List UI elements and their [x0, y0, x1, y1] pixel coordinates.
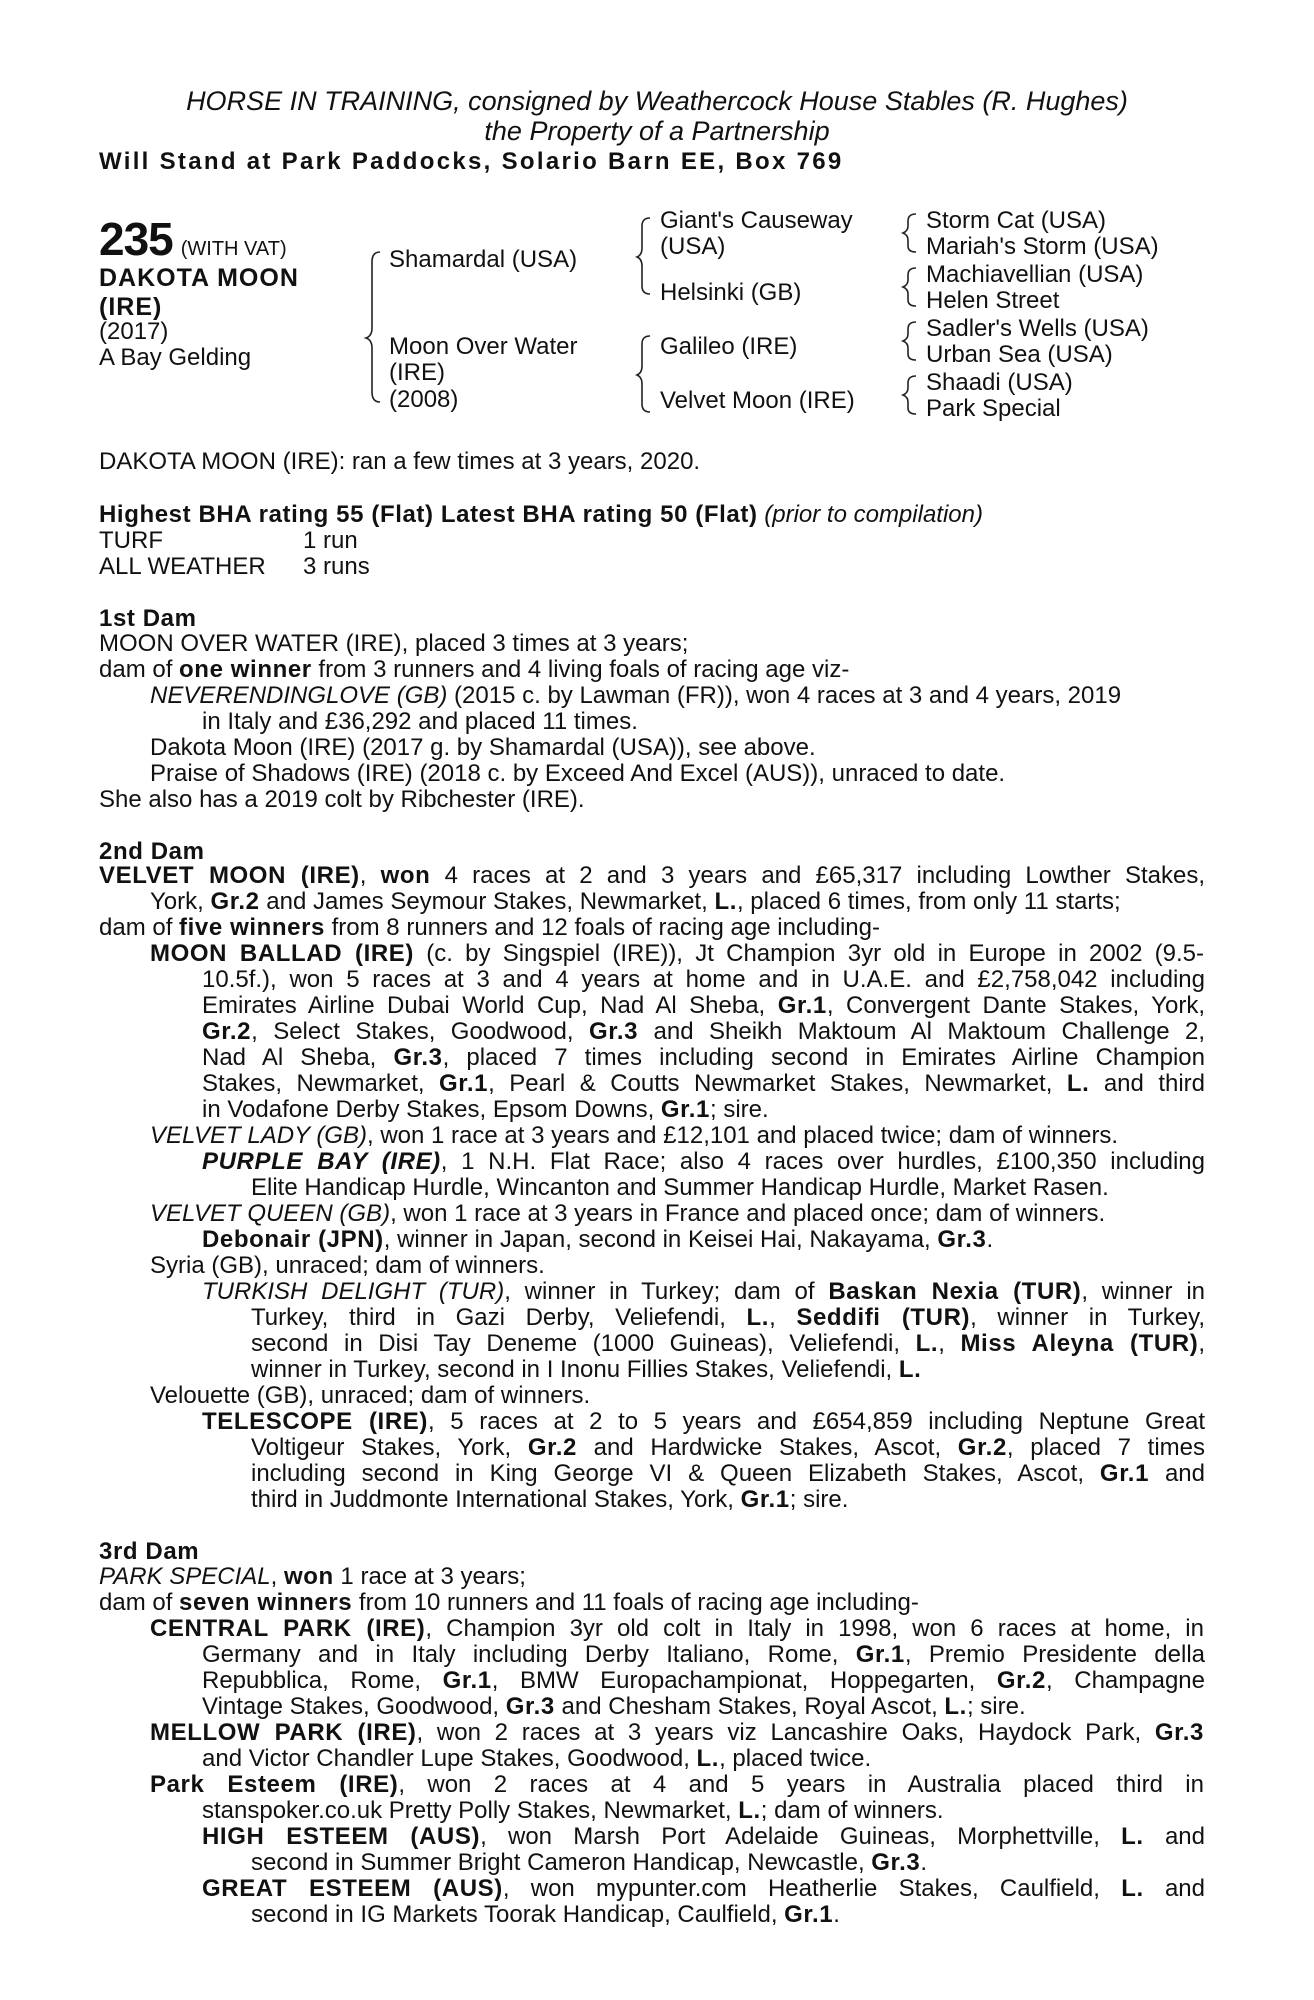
text-run: , — [270, 1563, 284, 1590]
ggp-7: Shaadi (USA) — [926, 369, 1073, 396]
text-run: , won Marsh Port Adelaide Guineas, Morphettville, — [480, 1823, 1122, 1850]
text-run: won — [283, 1563, 334, 1590]
text-run: Gr.2 — [202, 1018, 252, 1045]
second-dam-line — [251, 1487, 848, 1513]
aw-value: 3 runs — [303, 553, 370, 580]
second-dam-line — [202, 1279, 1205, 1305]
text-run: GREAT ESTEEM (AUS) — [202, 1875, 503, 1902]
text-run: TELESCOPE (IRE) — [202, 1408, 428, 1435]
text-run: HIGH ESTEEM (AUS) — [202, 1823, 481, 1850]
text-run: five winners — [179, 914, 325, 941]
ggp-6: Urban Sea (USA) — [926, 341, 1113, 368]
text-run: Gr.2 — [210, 888, 260, 915]
text-run: and Chesham Stakes, Royal Ascot, — [554, 1693, 945, 1720]
text-run: L. — [898, 1356, 922, 1383]
text-run: VELVET MOON (IRE) — [99, 862, 360, 889]
text-run: and — [1143, 1875, 1205, 1902]
text-run: Germany and in Italy including Derby Italiano, Rome, — [202, 1641, 856, 1668]
text-run: , Select Stakes, Goodwood, — [251, 1018, 589, 1045]
text-run: L. — [915, 1330, 939, 1357]
text-run: CENTRAL PARK (IRE) — [150, 1615, 426, 1642]
text-run: Gr.3 — [1154, 1719, 1204, 1746]
third-dam-line — [150, 1720, 1204, 1746]
text-run: second in Summer Bright Cameron Handicap, Newcastle, — [251, 1849, 872, 1876]
text-run: Miss Aleyna (TUR) — [960, 1330, 1199, 1357]
text-run: , won 1 race at 3 years in France and placed once; dam of winners. — [390, 1200, 1106, 1227]
text-run: Gr.3 — [393, 1044, 443, 1071]
text-run: and Victor Chandler Lupe Stakes, Goodwood, — [202, 1745, 697, 1772]
text-run: and — [1149, 1460, 1205, 1487]
text-run: third in Juddmonte International Stakes, York, — [251, 1486, 741, 1513]
text-run: L. — [746, 1304, 770, 1331]
text-run: and Sheikh Maktoum Al Maktoum Challenge 2, — [638, 1018, 1205, 1045]
third-dam-line — [202, 1642, 1205, 1668]
text-run: MELLOW PARK (IRE) — [150, 1719, 417, 1746]
third-dam-line — [202, 1746, 871, 1772]
dam-dam: Velvet Moon (IRE) — [660, 387, 855, 414]
text-run: , winner in Turkey; dam of — [504, 1278, 829, 1305]
property-line: the Property of a Partnership — [484, 116, 830, 146]
text-run: , Pearl & Coutts Newmarket Stakes, Newmarket, — [488, 1070, 1067, 1097]
text-run: Emirates Airline Dubai World Cup, Nad Al Sheba, — [202, 992, 778, 1019]
ggp-2: Mariah's Storm (USA) — [926, 233, 1159, 260]
text-run: in Vodafone Derby Stakes, Epsom Downs, — [202, 1096, 661, 1123]
third-dam-line — [99, 1590, 919, 1616]
text-run: Park Esteem (IRE) — [150, 1771, 399, 1798]
text-run: from 3 runners and 4 living foals of racing age viz- — [311, 656, 850, 683]
second-dam-line — [251, 1461, 1205, 1487]
text-run: Turkey, third in Gazi Derby, Veliefendi, — [251, 1304, 747, 1331]
dam-line3: (2008) — [389, 386, 459, 413]
first-dam-line: She also has a 2019 colt by Ribchester (IRE). — [99, 786, 585, 813]
text-run: 10.5f.), won 5 races at 3 and 4 years at home and in U.A.E. and £2,758,042 including — [202, 966, 1205, 993]
text-run: (c. by Singspiel (IRE)), Jt Champion 3yr old in Europe in 2002 (9.5- — [413, 940, 1205, 967]
second-dam-line — [202, 1409, 1205, 1435]
second-dam-line — [251, 1435, 1205, 1461]
second-dam-line — [202, 1149, 1205, 1175]
text-run: won — [380, 862, 431, 889]
text-run: , Convergent Dante Stakes, York, — [826, 992, 1205, 1019]
text-run: , — [938, 1330, 961, 1357]
dam-sire: Galileo (IRE) — [660, 333, 798, 360]
text-run: Gr.3 — [505, 1693, 555, 1720]
horse-description: A Bay Gelding — [99, 344, 252, 371]
text-run: PARK SPECIAL — [99, 1563, 271, 1590]
second-dam-line — [202, 1045, 1205, 1071]
text-run: , — [769, 1304, 797, 1331]
text-run: Seddifi (TUR) — [796, 1304, 971, 1331]
text-run: from 10 runners and 11 foals of racing age including- — [352, 1589, 919, 1616]
text-run: L. — [738, 1797, 761, 1824]
text-run: Vintage Stakes, Goodwood, — [202, 1693, 506, 1720]
aw-label: ALL WEATHER — [99, 553, 266, 580]
text-run: Gr.1 — [439, 1070, 489, 1097]
horse-year: (2017) — [99, 318, 169, 345]
text-run: dam of — [99, 914, 180, 941]
text-run: ; sire. — [789, 1486, 849, 1513]
text-run: 1 race at 3 years; — [333, 1563, 526, 1590]
ggp-4: Helen Street — [926, 287, 1060, 314]
text-run: Gr.1 — [1099, 1460, 1150, 1487]
text-run: Stakes, Newmarket, — [202, 1070, 439, 1097]
g-bracket-4 — [903, 376, 916, 414]
second-dam-line — [202, 1097, 769, 1123]
third-dam-line — [202, 1876, 1205, 1902]
text-run: , 5 races at 2 to 5 years and £654,859 including Neptune Great — [427, 1408, 1205, 1435]
text-run: L. — [696, 1745, 720, 1772]
text-run: including second in King George VI & Queen Elizabeth Stakes, Ascot, — [251, 1460, 1100, 1487]
second-dam-line — [202, 1071, 1205, 1097]
second-dam-line — [150, 1201, 1105, 1227]
text-run: NEVERENDINGLOVE (GB) — [150, 682, 448, 709]
text-run: from 8 runners and 12 foals of racing age including- — [324, 914, 880, 941]
text-run: 4 races at 2 and 3 years and £65,317 including Lowther Stakes, — [430, 862, 1205, 889]
location-line: Will Stand at Park Paddocks, Solario Barn EE, Box 769 — [99, 148, 844, 175]
text-run: Gr.1 — [855, 1641, 905, 1668]
rating-line — [99, 502, 983, 528]
text-run: Gr.2 — [957, 1434, 1007, 1461]
second-dam-line — [202, 967, 1205, 993]
second-dam-heading: 2nd Dam — [99, 838, 205, 865]
third-dam-line — [251, 1850, 927, 1876]
third-dam-line — [202, 1694, 1026, 1720]
consignor-line: HORSE IN TRAINING, consigned by Weathercock House Stables (R. Hughes) — [186, 86, 1128, 116]
text-run: , won mypunter.com Heatherlie Stakes, Caulfield, — [502, 1875, 1122, 1902]
first-dam-line — [150, 683, 1121, 709]
text-run: , — [359, 862, 381, 889]
text-run: , winner in Turkey, — [970, 1304, 1205, 1331]
second-dam-line: Velouette (GB), unraced; dam of winners. — [150, 1382, 591, 1409]
text-run: Gr.1 — [442, 1667, 492, 1694]
second-dam-line — [202, 993, 1205, 1019]
race-summary: DAKOTA MOON (IRE): ran a few times at 3 years, 2020. — [99, 448, 701, 475]
first-dam-line: Praise of Shadows (IRE) (2018 c. by Exceed And Excel (AUS)), unraced to date. — [150, 760, 1006, 787]
rating-note: (prior to compilation) — [764, 501, 983, 528]
second-dam-line: Elite Handicap Hurdle, Wincanton and Summer Handicap Hurdle, Market Rasen. — [251, 1174, 1109, 1201]
text-run: Gr.3 — [588, 1018, 639, 1045]
text-run: Gr.1 — [660, 1096, 711, 1123]
text-run: and James Seymour Stakes, Newmarket, — [259, 888, 715, 915]
text-run: Gr.3 — [937, 1226, 987, 1253]
ggp-3: Machiavellian (USA) — [926, 261, 1144, 288]
second-dam-line — [251, 1305, 1205, 1331]
horse-name-line2: (IRE) — [99, 293, 163, 321]
text-run: , placed 7 times including second in Emirates Airline Champion — [442, 1044, 1205, 1071]
sire-bracket — [637, 218, 650, 294]
text-run: and third — [1089, 1070, 1206, 1097]
text-run: L. — [944, 1693, 967, 1720]
text-run: , placed 6 times, from only 11 starts; — [736, 888, 1121, 915]
text-run: Voltigeur Stakes, York, — [251, 1434, 528, 1461]
third-dam-line — [99, 1564, 526, 1590]
text-run: Gr.2 — [527, 1434, 577, 1461]
second-dam-line — [150, 1123, 1118, 1149]
ggp-1: Storm Cat (USA) — [926, 207, 1107, 234]
second-dam-line — [251, 1331, 1205, 1357]
text-run: VELVET QUEEN (GB) — [150, 1200, 391, 1227]
text-run: , 1 N.H. Flat Race; also 4 races over hurdles, £100,350 including — [440, 1148, 1206, 1175]
third-dam-line — [150, 1772, 1204, 1798]
first-dam-line: in Italy and £36,292 and placed 11 times. — [202, 708, 638, 735]
second-dam-line — [251, 1357, 921, 1383]
sire: Shamardal (USA) — [389, 246, 578, 273]
sire-sire-line1: Giant's Causeway — [660, 207, 853, 234]
g-bracket-3 — [903, 322, 916, 360]
first-dam-heading: 1st Dam — [99, 605, 197, 632]
text-run: Repubblica, Rome, — [202, 1667, 443, 1694]
third-dam-line — [202, 1798, 944, 1824]
text-run: , — [1198, 1330, 1205, 1357]
text-run: Gr.3 — [871, 1849, 921, 1876]
text-run: York, — [150, 888, 211, 915]
dam-bracket — [637, 336, 650, 412]
text-run: second in IG Markets Toorak Handicap, Caulfield, — [251, 1901, 785, 1928]
text-run: TURKISH DELIGHT (TUR) — [202, 1278, 505, 1305]
text-run: , BMW Europachampionat, Hoppegarten, — [491, 1667, 997, 1694]
pedigree-brackets — [0, 0, 1314, 430]
first-dam-line — [99, 657, 849, 683]
main-bracket — [366, 252, 380, 402]
text-run: Baskan Nexia (TUR) — [828, 1278, 1082, 1305]
third-dam-line — [251, 1902, 840, 1928]
text-run: Gr.2 — [996, 1667, 1046, 1694]
text-run: winner in Turkey, second in I Inonu Fillies Stakes, Veliefendi, — [251, 1356, 899, 1383]
dam-line2: (IRE) — [389, 359, 445, 386]
text-run: Gr.1 — [784, 1901, 834, 1928]
sire-sire-line2: (USA) — [660, 233, 726, 260]
text-run: and — [1143, 1823, 1205, 1850]
second-dam-line — [99, 915, 880, 941]
text-run: , won 2 races at 3 years viz Lancashire Oaks, Haydock Park, — [416, 1719, 1155, 1746]
text-run: (2015 c. by Lawman (FR)), won 4 races at 3 and 4 years, 2019 — [447, 682, 1122, 709]
text-run: VELVET LADY (GB) — [150, 1122, 367, 1149]
rating-text: Highest BHA rating 55 (Flat) Latest BHA rating 50 (Flat) — [99, 501, 758, 528]
text-run: L. — [1066, 1070, 1090, 1097]
text-run: ; dam of winners. — [760, 1797, 944, 1824]
second-dam-line — [150, 941, 1204, 967]
text-run: , winner in Japan, second in Keisei Hai, Nakayama, — [383, 1226, 938, 1253]
text-run: one winner — [179, 656, 312, 683]
sire-dam: Helsinki (GB) — [660, 279, 802, 306]
text-run: Debonair (JPN) — [202, 1226, 384, 1253]
second-dam-line — [202, 1019, 1205, 1045]
text-run: second in Disi Tay Deneme (1000 Guineas), Veliefendi, — [251, 1330, 916, 1357]
second-dam-line: Syria (GB), unraced; dam of winners. — [150, 1252, 545, 1279]
third-dam-line — [202, 1668, 1205, 1694]
third-dam-line — [202, 1824, 1205, 1850]
text-run: , won 2 races at 4 and 5 years in Australia placed third in — [398, 1771, 1204, 1798]
text-run: , Champagne — [1046, 1667, 1205, 1694]
text-run: stanspoker.co.uk Pretty Polly Stakes, Newmarket, — [202, 1797, 739, 1824]
text-run: L. — [714, 888, 737, 915]
lot-number: 235 — [99, 213, 173, 265]
text-run: , placed 7 times — [1006, 1434, 1205, 1461]
horse-name-line1: DAKOTA MOON — [99, 264, 299, 292]
third-dam-heading: 3rd Dam — [99, 1538, 200, 1565]
text-run: , winner in — [1081, 1278, 1206, 1305]
text-run: . — [986, 1226, 994, 1253]
turf-value: 1 run — [303, 527, 358, 554]
vat-note: (WITH VAT) — [180, 238, 287, 260]
turf-label: TURF — [99, 527, 163, 554]
text-run: Gr.1 — [740, 1486, 790, 1513]
text-run: MOON BALLAD (IRE) — [150, 940, 414, 967]
dam-line1: Moon Over Water — [389, 333, 578, 360]
text-run: dam of — [99, 656, 180, 683]
second-dam-line — [150, 889, 1121, 915]
first-dam-line: MOON OVER WATER (IRE), placed 3 times at 3 years; — [99, 630, 689, 657]
second-dam-line — [99, 863, 1205, 889]
text-run: and Hardwicke Stakes, Ascot, — [576, 1434, 958, 1461]
text-run: Nad Al Sheba, — [202, 1044, 394, 1071]
text-run: , placed twice. — [719, 1745, 872, 1772]
third-dam-line — [150, 1616, 1204, 1642]
text-run: L. — [1121, 1875, 1144, 1902]
first-dam-line: Dakota Moon (IRE) (2017 g. by Shamardal (USA)), see above. — [150, 734, 816, 761]
g-bracket-2 — [903, 268, 916, 306]
text-run: ; sire. — [966, 1693, 1026, 1720]
ggp-5: Sadler's Wells (USA) — [926, 315, 1149, 342]
text-run: dam of — [99, 1589, 180, 1616]
ggp-8: Park Special — [926, 395, 1061, 422]
text-run: . — [833, 1901, 840, 1928]
text-run: , Champion 3yr old colt in Italy in 1998, won 6 races at home, in — [425, 1615, 1204, 1642]
text-run: Gr.1 — [777, 992, 827, 1019]
text-run: , Premio Presidente della — [904, 1641, 1206, 1668]
text-run: PURPLE BAY (IRE) — [202, 1148, 441, 1175]
second-dam-line — [202, 1227, 993, 1253]
text-run: ; sire. — [710, 1096, 769, 1123]
text-run: seven winners — [179, 1589, 353, 1616]
text-run: L. — [1121, 1823, 1144, 1850]
text-run: , won 1 race at 3 years and £12,101 and placed twice; dam of winners. — [366, 1122, 1119, 1149]
text-run: . — [920, 1849, 928, 1876]
g-bracket-1 — [903, 214, 916, 252]
